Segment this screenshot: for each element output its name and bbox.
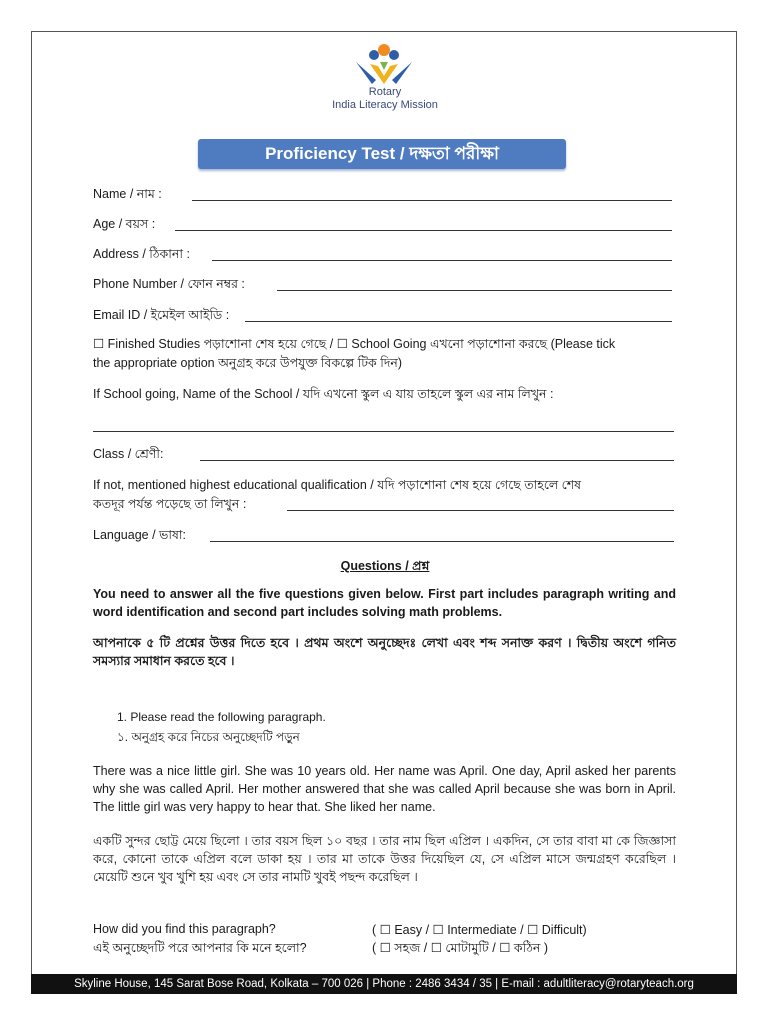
difficulty-question-bengali: এই অনুচ্ছেদটি পরে আপনার কি মনে হলো? bbox=[93, 941, 307, 955]
address-field[interactable] bbox=[212, 260, 672, 261]
questions-heading: Questions / প্রশ্ন bbox=[340, 559, 430, 573]
language-field[interactable] bbox=[210, 541, 674, 542]
class-field[interactable] bbox=[200, 460, 674, 461]
qualification-field[interactable] bbox=[287, 510, 674, 511]
question-1-english: 1. Please read the following paragraph. bbox=[117, 710, 326, 724]
email-label: Email ID / ইমেইল আইডি : bbox=[93, 308, 230, 322]
reading-paragraph-bengali: একটি সুন্দর ছোট্ট মেয়ে ছিলো । তার বয়স ছিল ১০ বছর । তার নাম ছিল এপ্রিল । একদিন, সে তার বাবা মা কে জিজ্ঞাসা করে, কোনো তাকে এপ্রিল বলে ডাকা হয় । তার মা তাকে উত্তর দিয়েছিল যে, সে এপ্রিল মাসে জন্মগ্রহণ করেছিল । মেয়েটি শুনে খুব খুশি হয় এবং সে তার নামটি খুবই পছন্দ করেছিল । bbox=[93, 834, 676, 884]
age-field[interactable] bbox=[175, 230, 672, 231]
study-status-hint: the appropriate option অনুগ্রহ করে উপযুক্ত বিকল্পে টিক দিন) bbox=[93, 356, 403, 370]
rotary-literacy-logo bbox=[352, 42, 416, 88]
instructions-english: You need to answer all the five questions given below. First part includes paragraph writing and word identification and second part includes solving math problems. bbox=[93, 587, 676, 619]
footer-contact: Skyline House, 145 Sarat Bose Road, Kolkata – 700 026 | Phone : 2486 3434 / 35 | E-mail : adultliteracy@rotaryteach.org bbox=[31, 974, 737, 994]
difficulty-question-english: How did you find this paragraph? bbox=[93, 922, 276, 936]
qualification-label-cont: কতদূর পর্যন্ত পড়েছে তা লিখুন : bbox=[93, 497, 247, 511]
name-field[interactable] bbox=[192, 200, 672, 201]
reading-paragraph-english: There was a nice little girl. She was 10 years old. Her name was April. One day, April asked her parents why she was called April. Her mother answered that she was called April because she was born in April. The little girl was very happy to hear that. She liked her name. bbox=[93, 764, 676, 814]
page-title: Proficiency Test / দক্ষতা পরীক্ষা bbox=[198, 139, 566, 169]
study-status-options[interactable]: ☐ Finished Studies পড়াশোনা শেষ হয়ে গেছে / ☐ School Going এখনো পড়াশোনা করছে (Please tick bbox=[93, 337, 616, 351]
qualification-label: If not, mentioned highest educational qualification / যদি পড়াশোনা শেষ হয়ে গেছে তাহলে শেষ bbox=[93, 478, 582, 492]
instructions-bengali: আপনাকে ৫ টি প্রশ্নের উত্তর দিতে হবে । প্রথম অংশে অনুচ্ছেদঃ লেখা এবং শব্দ সনাক্ত করণ । দ্বিতীয় অংশে গনিত সমস্যার সমাধান করতে হবে । bbox=[93, 636, 676, 668]
phone-field[interactable] bbox=[277, 290, 672, 291]
email-field[interactable] bbox=[245, 321, 672, 322]
class-label: Class / শ্রেণী: bbox=[93, 447, 164, 461]
school-label: If School going, Name of the School / যদি এখনো স্কুল এ যায় তাহলে স্কুল এর নাম লিখুন : bbox=[93, 387, 554, 401]
difficulty-options-bengali[interactable]: ( ☐ সহজ / ☐ মোটামুটি / ☐ কঠিন ) bbox=[372, 941, 549, 955]
question-1-bengali: ১. অনুগ্রহ করে নিচের অনুচ্ছেদটি পড়ুন bbox=[117, 730, 300, 744]
name-label: Name / নাম : bbox=[93, 187, 162, 201]
org-name: Rotary bbox=[368, 86, 402, 98]
address-label: Address / ঠিকানা : bbox=[93, 247, 190, 261]
language-label: Language / ভাষা: bbox=[93, 528, 186, 542]
org-subtitle: India Literacy Mission bbox=[332, 99, 438, 111]
age-label: Age / বয়স : bbox=[93, 217, 156, 231]
difficulty-options-english[interactable]: ( ☐ Easy / ☐ Intermediate / ☐ Difficult) bbox=[372, 923, 587, 937]
phone-label: Phone Number / ফোন নম্বর : bbox=[93, 277, 245, 291]
school-field[interactable] bbox=[93, 431, 674, 432]
